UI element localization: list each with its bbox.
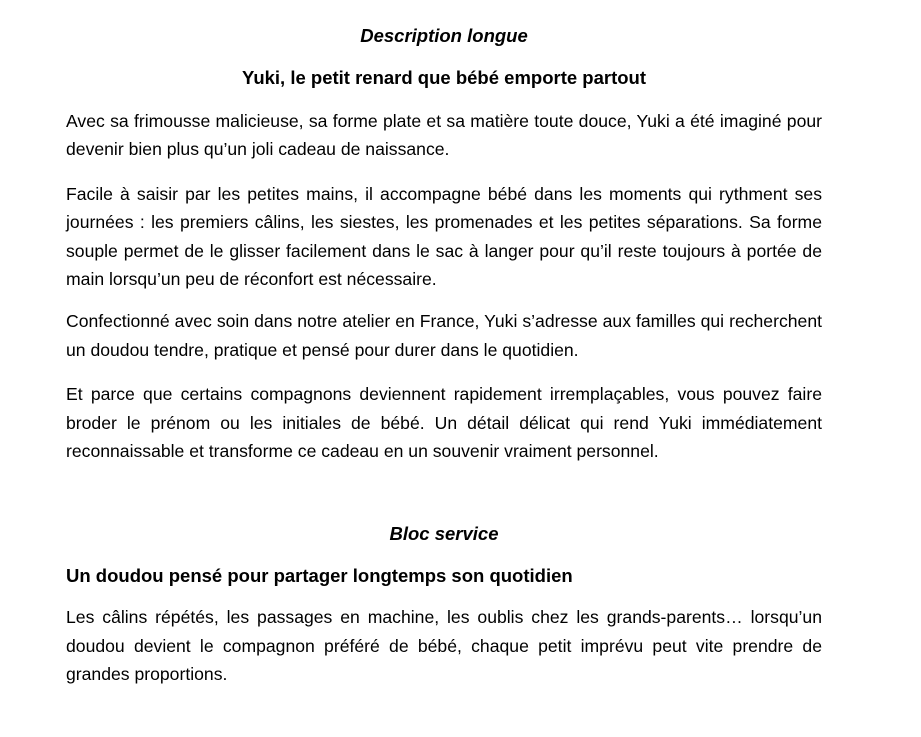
service-block-section bbox=[66, 521, 822, 688]
paragraph: Et parce que certains compagnons deviennent rapidement irremplaçables, vous pouvez faire broder le prénom ou les initiales de bébé. Un détail délicat qui rend Yuki immédiatement reconnaissable et transforme ce cadeau en un souvenir vraiment personnel. bbox=[66, 384, 822, 462]
section-label-long-description: Description longue bbox=[360, 25, 528, 46]
product-title: Yuki, le petit renard que bébé emporte partout bbox=[242, 67, 646, 88]
service-title: Un doudou pensé pour partager longtemps son quotidien bbox=[66, 565, 573, 587]
paragraph: Facile à saisir par les petites mains, il accompagne bébé dans les moments qui rythment ses journées : les premiers câlins, les siestes, les promenades et les petites séparations. Sa forme souple permet de le glisser facilement dans le sac à langer pour qu’il reste toujours à portée de main lorsqu’un peu de réconfort est nécessaire. bbox=[66, 183, 822, 290]
paragraph: Les câlins répétés, les passages en machine, les oublis chez les grands-parents… lorsqu’un doudou devient le compagnon préféré de bébé, chaque petit imprévu peut vite prendre de grandes proportions. bbox=[66, 607, 822, 685]
long-description-section bbox=[66, 23, 822, 465]
paragraph: Avec sa frimousse malicieuse, sa forme plate et sa matière toute douce, Yuki a été imaginé pour devenir bien plus qu’un joli cadeau de naissance. bbox=[66, 111, 822, 160]
paragraph: Confectionné avec soin dans notre atelier en France, Yuki s’adresse aux familles qui recherchent un doudou tendre, pratique et pensé pour durer dans le quotidien. bbox=[66, 311, 822, 360]
section-label-service-block: Bloc service bbox=[389, 523, 499, 545]
